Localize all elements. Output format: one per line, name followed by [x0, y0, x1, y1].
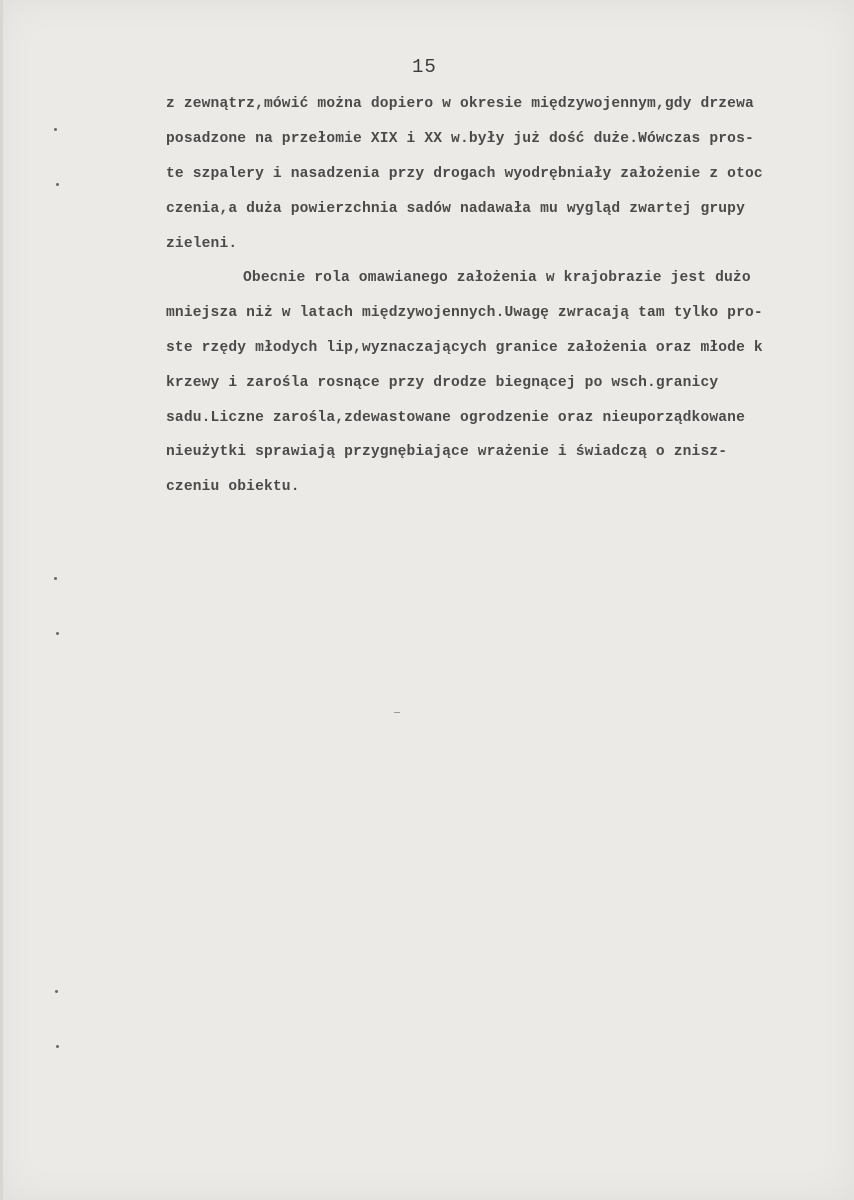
text-line: krzewy i zarośla rosnące przy drodze biegnącej po wsch.granicy [166, 375, 719, 391]
margin-mark [56, 1045, 59, 1048]
text-line: te szpalery i nasadzenia przy drogach wyodrębniały założenie z otoc [166, 166, 763, 182]
margin-mark [54, 577, 57, 580]
text-line: ste rzędy młodych lip,wyznaczających granice założenia oraz młode k [166, 340, 763, 356]
text-line: posadzone na przełomie XIX i XX w.były już dość duże.Wówczas pros- [166, 131, 754, 147]
text-line: Obecnie rola omawianego założenia w krajobrazie jest dużo [243, 270, 751, 286]
margin-mark [56, 183, 59, 186]
text-line: nieużytki sprawiają przygnębiające wrażenie i świadczą o znisz- [166, 444, 728, 460]
text-line: zieleni. [166, 236, 238, 252]
page-number: 15 [412, 56, 437, 78]
text-line: czenia,a duża powierzchnia sadów nadawała mu wygląd zwartej grupy [166, 201, 745, 217]
margin-mark [56, 632, 59, 635]
text-line: mniejsza niż w latach międzywojennych.Uwagę zwracają tam tylko pro- [166, 305, 763, 321]
stray-mark [394, 712, 400, 713]
page-edge [0, 0, 3, 1200]
margin-mark [54, 128, 57, 131]
text-line: sadu.Liczne zarośla,zdewastowane ogrodzenie oraz nieuporządkowane [166, 410, 745, 426]
text-line: z zewnątrz,mówić można dopiero w okresie międzywojennym,gdy drzewa [166, 96, 754, 112]
margin-mark [55, 990, 58, 993]
text-line: czeniu obiektu. [166, 479, 300, 495]
